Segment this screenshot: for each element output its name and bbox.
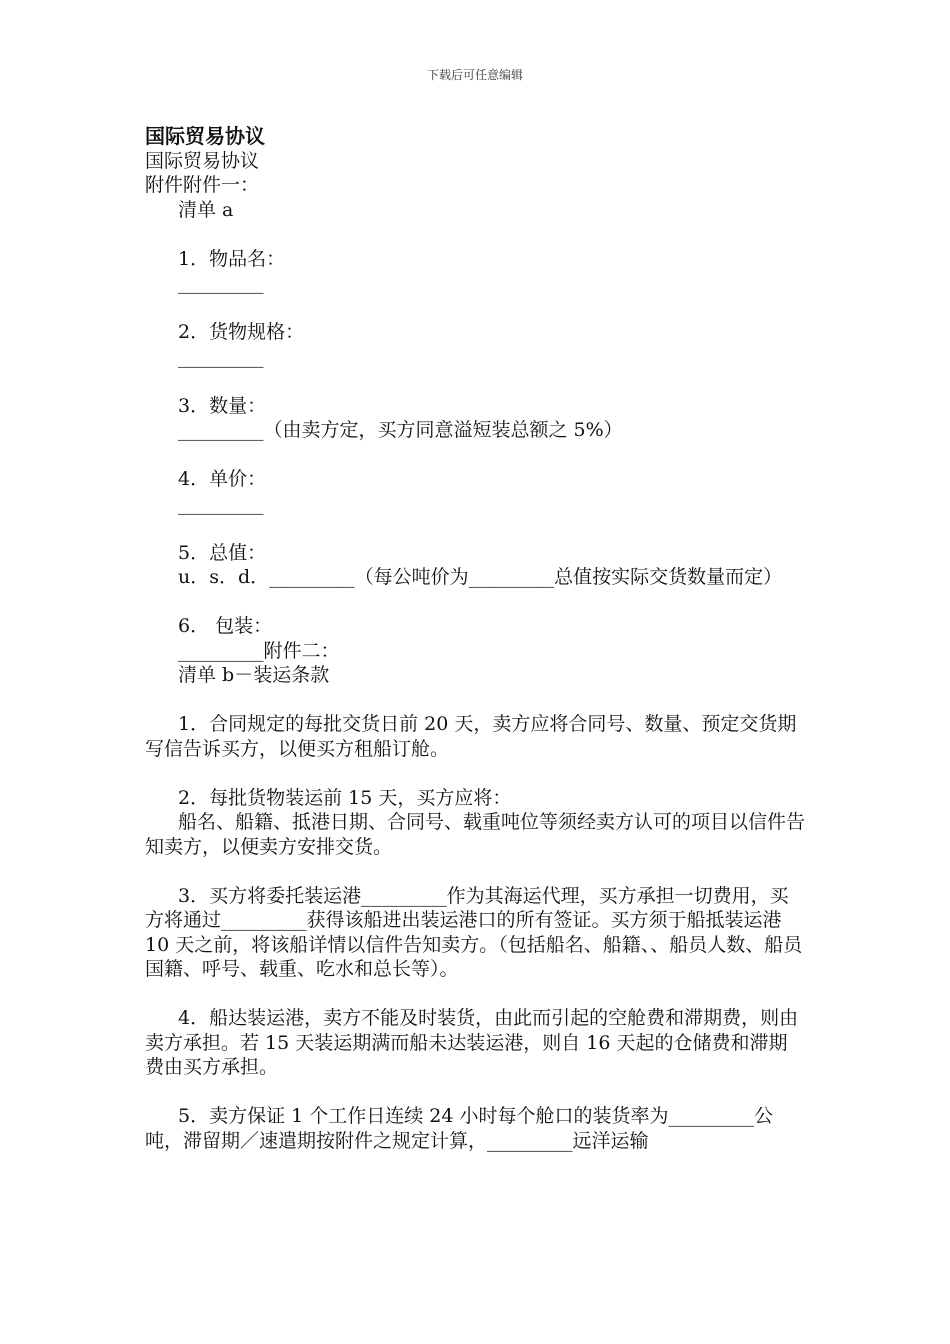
clause-3: 3．买方将委托装运港_________作为其海运代理，买方承担一切费用，买方将通过_________获得该船进出装运港口的所有签证。买方须于船抵装运港 10 天之前，将该船详情以信件告知卖方。（包括船名、船籍、、船员人数、船员国籍、呼号、载重、吃水和总长等）。 [145, 884, 803, 980]
document-body [145, 124, 805, 1153]
spacer [145, 443, 805, 468]
spacer [145, 859, 805, 884]
item-3-text: _________（由卖方定，买方同意溢短装总额之 5%） [178, 419, 623, 441]
item-6-label: 6． 包装： [178, 615, 273, 637]
attachment-one-heading: 附件附件一： [145, 174, 260, 196]
spacer [145, 296, 805, 321]
item-4-label: 4．单价： [178, 468, 267, 490]
item-5-text: u．s．d．_________（每公吨价为_________总值按实际交货数量而定） [178, 566, 783, 588]
spacer [145, 369, 805, 394]
item-2-blank: _________ [178, 345, 264, 368]
spacer [145, 982, 805, 1007]
document-subtitle: 国际贸易协议 [145, 149, 260, 172]
clause-4: 4．船达装运港，卖方不能及时装货，由此而引起的空舱费和滞期费，则由卖方承担。若 15 天装运期满而船未达装运港，则自 16 天起的仓储费和滞期费由买方承担。 [145, 1007, 799, 1078]
item-1-blank: _________ [178, 272, 264, 294]
spacer [145, 222, 805, 247]
document-title: 国际贸易协议 [145, 124, 265, 148]
clause-5: 5．卖方保证 1 个工作日连续 24 小时每个舱口的装货率为_________公吨，滞留期／速遣期按附件之规定计算，_________远洋运输 [145, 1105, 774, 1152]
clause-2-body: 船名、船籍、抵港日期、合同号、载重吨位等须经卖方认可的项目以信件告知卖方，以便卖方安排交货。 [145, 811, 806, 858]
spacer [145, 761, 805, 786]
item-6-text: _________附件二： [178, 639, 340, 662]
spacer [145, 1080, 805, 1105]
item-5-label: 5．总值： [178, 541, 267, 564]
item-3-label: 3．数量： [178, 394, 267, 417]
list-a-heading: 清单 a [178, 198, 234, 221]
header-note: 下载后可任意编辑 [426, 68, 523, 82]
list-b-heading: 清单 b－装运条款 [178, 664, 330, 686]
item-2-label: 2．货物规格： [178, 321, 305, 343]
item-4-blank: _________ [178, 492, 264, 515]
spacer [145, 516, 805, 541]
spacer [145, 688, 805, 713]
spacer [145, 590, 805, 615]
item-1-label: 1．物品名： [178, 247, 286, 270]
clause-1: 1．合同规定的每批交货日前 20 天，卖方应将合同号、数量、预定交货期写信告诉买方，以便买方租船订舱。 [145, 713, 797, 760]
clause-2-intro: 2．每批货物装运前 15 天，买方应将： [178, 786, 512, 809]
